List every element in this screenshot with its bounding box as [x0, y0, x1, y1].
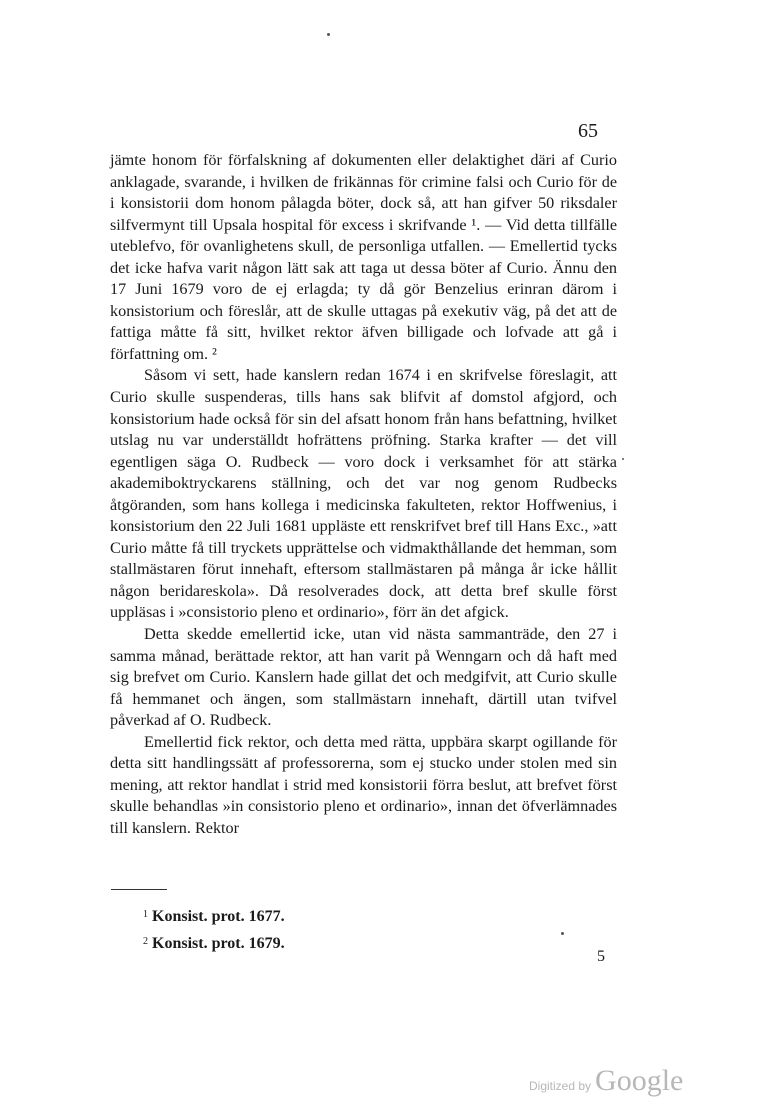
- footnote: [143, 902, 285, 929]
- footnotes: [143, 902, 285, 956]
- print-speck: [622, 458, 624, 460]
- footnote-mark: 1: [143, 909, 148, 920]
- google-watermark: [529, 1064, 683, 1098]
- paragraph: jämte honom för förfalskning af dokumenten eller delaktighet däri af Curio anklagade, svarande, i hvilken de frikännas för crimine falsi och Curio för de i konsistorii dom honom pålagda böter, dock så, att han gifver 50 riksdaler silfvermynt till Upsala hospital för excess i skrifvande ¹. — Vid detta tillfälle uteblefvo, för ovanlighetens skull, de personliga utfallen. — Emellertid tycks det icke hafva varit någon lätt sak att taga ut dessa böter af Curio. Ännu den 17 Juni 1679 voro de ej erlagda; ty då gör Benzelius erinran därom i konsistorium och föreslår, att de skulle uttagas på exekutiv väg, på det att de fattiga måtte få sitt, hvilket rektor äfven billigade och lofvade att gå i författning om. ²: [110, 151, 617, 363]
- paragraph: Såsom vi sett, hade kanslern redan 1674 i en skrifvelse föreslagit, att Curio skulle suspenderas, tills hans sak blifvit af domstol afgjord, och konsistorium hade också för sin del afsatt honom från hans befattning, hvilket utslag nu var underställdt hofrättens pröfning. Starka krafter — det vill egentligen säga O. Rudbeck — voro dock i verksamhet för att stärka akademiboktryckarens ställning, och det var nog genom Rudbecks åtgöranden, som hans kollega i medicinska fakulteten, rektor Hoffwenius, i konsistorium den 22 Juli 1681 uppläste ett renskrifvet bref till Hans Exc., »att Curio måtte få till tryckets upprättelse och vidmakthållande det hemman, som stallmästaren förut innehaft, eftersom stallmästaren på många år icke hållit någon beridareskola». Då resolverades dock, att detta bref skulle först uppläsas i »consistorio pleno et ordinario», förr än det afgick.: [110, 366, 617, 622]
- footnote-text: Konsist. prot. 1677.: [152, 908, 285, 925]
- watermark-logo-text: Google: [595, 1064, 684, 1097]
- print-speck: [561, 932, 564, 935]
- print-speck: [327, 33, 330, 36]
- footnote: [143, 929, 285, 956]
- body-text: [110, 150, 617, 840]
- signature-mark: 5: [597, 948, 605, 965]
- paragraph: Emellertid fick rektor, och detta med rätta, uppbära skarpt ogillande för detta sitt handlingssätt af professorerna, som ej stucko under stolen med sin mening, att rektor handlat i strid med konsistorii förra beslut, att brefvet först skulle behandlas »in consistorio pleno et ordinario», innan det öfverlämnades till kanslern. Rektor: [110, 732, 617, 837]
- page-number: 65: [578, 120, 598, 142]
- footnote-mark: 2: [143, 936, 148, 947]
- paragraph: Detta skedde emellertid icke, utan vid nästa sammanträde, den 27 i samma månad, berättade rektor, att han varit på Wenngarn och då haft med sig brefvet om Curio. Kanslern hade gillat det och medgifvit, att Curio skulle få hemmanet och ängen, som stallmästarn innehaft, därtill utan tvifvel påverkad af O. Rudbeck.: [110, 625, 617, 730]
- footnote-divider: [111, 889, 167, 890]
- watermark-small-text: Digitized by: [529, 1079, 592, 1093]
- footnote-text: Konsist. prot. 1679.: [152, 935, 285, 952]
